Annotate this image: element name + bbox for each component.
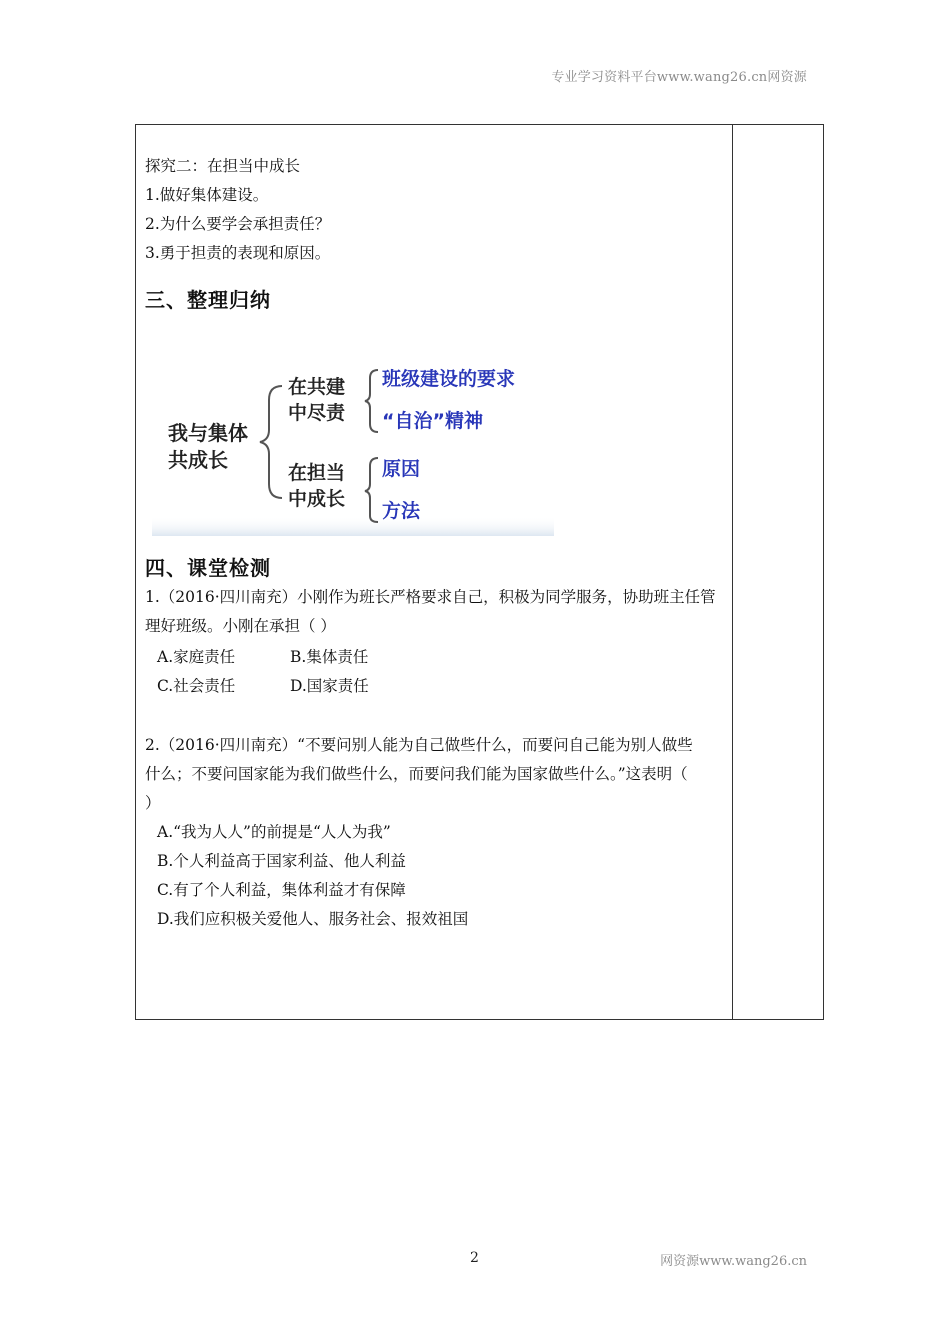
q1-line1: 1.（2016·四川南充）小刚作为班长严格要求自己，积极为同学服务，协助班主任管 [145, 588, 716, 606]
q2-line3: ） [145, 794, 161, 812]
q1-option-a: A.家庭责任 [157, 648, 236, 666]
q2-option-b: B.个人利益高于国家利益、他人利益 [157, 852, 406, 870]
branch2-line1: 在担当 [288, 462, 346, 484]
branch1-node [288, 374, 345, 426]
branch2-line2: 中成长 [288, 488, 346, 510]
branch2-node [288, 460, 345, 512]
diagram-bottom-shade [152, 516, 554, 536]
q2-line1: 2.（2016·四川南充）“不要问别人能为自己做些什么，而要问自己能为别人做些 [145, 736, 693, 754]
question-1 [145, 583, 727, 701]
branch2-leaf: 方法 [382, 500, 421, 522]
question-2 [145, 731, 727, 934]
q2-line2: 什么；不要问国家能为我们做些什么，而要问我们能为国家做些什么。”这表明（ [145, 765, 688, 783]
branch1-leaf: “自治”精神 [382, 410, 483, 432]
q2-option-d: D.我们应积极关爱他人、服务社会、报效祖国 [157, 910, 469, 928]
q2-option-c: C.有了个人利益，集体利益才有保障 [157, 881, 406, 899]
header-site-text: 专业学习资料平台www.wang26.cn网资源 [551, 70, 807, 85]
root-node [168, 420, 248, 474]
branch2-brace [365, 458, 378, 522]
explore2-title: 探究二：在担当中成长 [145, 157, 301, 175]
branch1-brace [365, 370, 378, 432]
root-line1: 我与集体 [168, 421, 248, 445]
table-column-divider [732, 124, 733, 1020]
q1-options-row1 [145, 643, 727, 672]
page-number: 2 [470, 1250, 479, 1266]
q1-options-row2 [145, 672, 727, 701]
explore2-item: 3.勇于担责的表现和原因。 [145, 244, 331, 262]
q1-line2: 理好班级。小刚在承担（ ） [145, 617, 336, 635]
root-brace [260, 386, 282, 498]
main-content-cell [145, 152, 727, 934]
q2-option-a: A.“我为人人”的前提是“人人为我” [157, 823, 391, 841]
check-heading: 四、课堂检测 [145, 556, 271, 580]
explore2-item: 1.做好集体建设。 [145, 186, 269, 204]
explore2-item: 2.为什么要学会承担责任？ [145, 215, 331, 233]
summary-heading: 三、整理归纳 [145, 288, 271, 312]
branch1-line1: 在共建 [288, 376, 346, 398]
root-line2: 共成长 [168, 448, 228, 472]
branch2-leaf: 原因 [382, 458, 421, 480]
q1-option-b: B.集体责任 [290, 648, 369, 666]
q1-option-c: C.社会责任 [157, 677, 236, 695]
q1-option-d: D.国家责任 [290, 677, 369, 695]
branch1-leaf: 班级建设的要求 [382, 368, 516, 390]
branch1-line2: 中尽责 [288, 402, 346, 424]
footer-site-text: 网资源www.wang26.cn [660, 1254, 807, 1269]
summary-mind-map [152, 356, 554, 536]
